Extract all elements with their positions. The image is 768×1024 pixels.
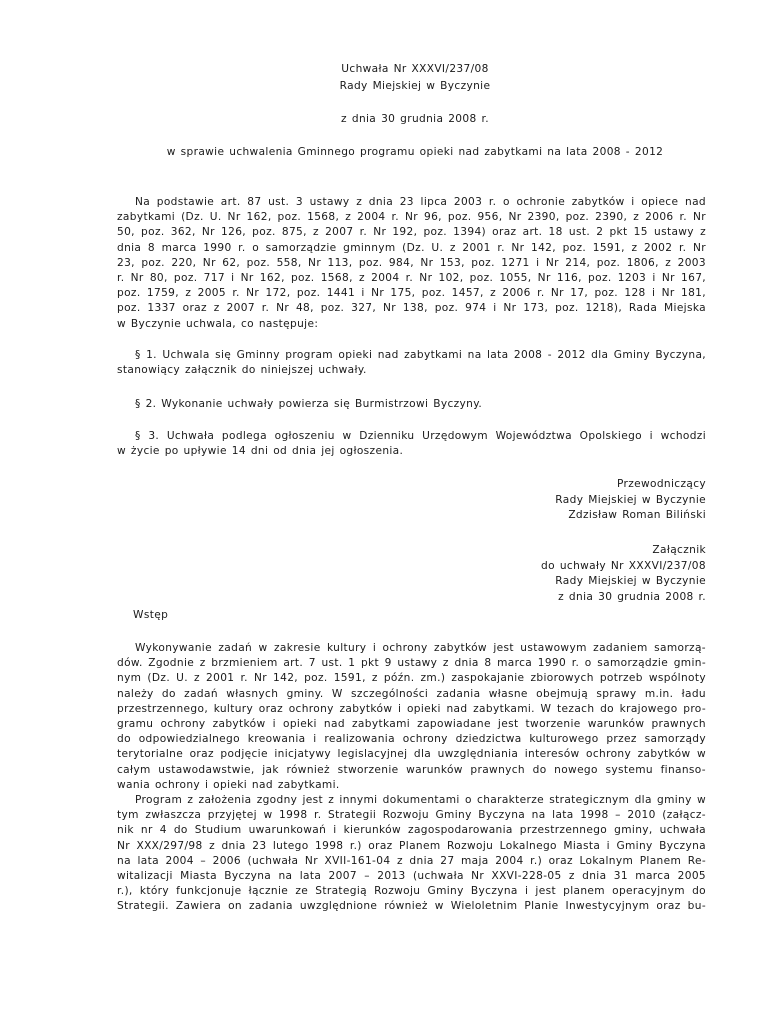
annex-body: Rady Miejskiej w Byczynie <box>555 575 706 588</box>
text-line: nym (Dz. U. z 2001 r. Nr 142, poz. 1591, z późn. zm.) zaspokajanie zbiorowych potrzeb wspólnoty <box>117 672 706 685</box>
annex-date: z dnia 30 grudnia 2008 r. <box>558 591 706 604</box>
text-line: § 2. Wykonanie uchwały powierza się Burmistrzowi Byczyny. <box>135 398 483 410</box>
signature-name: Zdzisław Roman Biliński <box>568 509 706 522</box>
section-2 <box>117 397 706 412</box>
text-line: zabytkami (Dz. U. Nr 162, poz. 1568, z 2004 r. Nr 96, poz. 956, Nr 2390, poz. 2390, z 2006 r. Nr <box>117 211 706 224</box>
text-line: poz. 1337 oraz z 2007 r. Nr 48, poz. 327, Nr 138, poz. 974 i Nr 173, poz. 1218), Rada Miejska <box>117 302 706 315</box>
preamble-paragraph <box>117 195 706 332</box>
text-line: § 1. Uchwala się Gminny program opieki nad zabytkami na lata 2008 - 2012 dla Gminy Byczyna, <box>135 349 706 361</box>
text-line: tym zwłaszcza przyjętej w 1998 r. Strategii Rozwoju Gminy Byczyna na lata 1998 – 2010 (załącz- <box>117 809 706 822</box>
text-line: w Byczynie uchwala, co następuje: <box>117 317 319 330</box>
text-line: gramu ochrony zabytków i opieki nad zabytkami zapowiadane jest tworzenie warunków prawnych <box>117 718 706 731</box>
text-line: na lata 2004 – 2006 (uchwała Nr XVII-161-04 z dnia 27 maja 2004 r.) oraz Lokalnym Planem Re- <box>117 854 706 867</box>
resolution-subject: w sprawie uchwalenia Gminnego programu opieki nad zabytkami na lata 2008 - 2012 <box>166 146 664 158</box>
text-line: 23, poz. 220, Nr 62, poz. 558, Nr 113, poz. 984, Nr 153, poz. 1271 i Nr 214, poz. 1806, z 2003 <box>117 256 706 269</box>
text-line: dów. Zgodnie z brzmieniem art. 7 ust. 1 pkt 9 ustawy z dnia 8 marca 1990 r. o samorządzie gmin- <box>117 657 706 670</box>
text-line: w życie po upływie 14 dni od dnia jej ogłoszenia. <box>117 445 404 458</box>
text-line: § 3. Uchwała podlega ogłoszeniu w Dzienniku Urzędowym Województwa Opolskiego i wchodzi <box>135 430 706 442</box>
resolution-date: z dnia 30 grudnia 2008 r. <box>341 113 489 125</box>
text-line: witalizacji Miasta Byczyna na lata 2007 – 2013 (uchwała Nr XXVI-228-05 z dnia 31 marca 2005 <box>117 870 706 883</box>
text-line: poz. 1759, z 2005 r. Nr 172, poz. 1441 i Nr 175, poz. 1457, z 2006 r. Nr 17, poz. 128 i Nr 181, <box>117 287 706 300</box>
intro-paragraph-1 <box>117 641 706 915</box>
text-line: terytorialne oraz podjęcie inicjatywy legislacyjnej dla uwzględniania interesów ochrony zabytków w <box>117 748 706 761</box>
council-name: Rady Miejskiej w Byczynie <box>339 80 491 92</box>
section-3 <box>117 429 706 459</box>
text-line: Program z założenia zgodny jest z innymi dokumentami o charakterze strategicznym dla gminy w <box>135 794 706 807</box>
text-line: r. Nr 80, poz. 717 i Nr 162, poz. 1568, z 2004 r. Nr 102, poz. 1055, Nr 116, poz. 1203 i Nr 167, <box>117 272 706 285</box>
text-line: stanowiący załącznik do niniejszej uchwały. <box>117 364 367 377</box>
text-line: r.), który funkcjonuje łącznie ze Strategią Rozwoju Gminy Byczyna i jest planem operacyjnym do <box>117 885 706 898</box>
signature-block <box>555 477 706 524</box>
text-line: Na podstawie art. 87 ust. 3 ustawy z dnia 23 lipca 2003 r. o ochronie zabytków i opiece nad <box>135 196 706 208</box>
text-line: dnia 8 marca 1990 r. o samorządzie gminnym (Dz. U. z 2001 r. Nr 142, poz. 1591, z 2002 r. Nr <box>117 241 706 254</box>
annex-title: Załącznik <box>652 544 706 556</box>
text-line: całym ustawodawstwie, jak również stworzenie warunków prawnych do nowego systemu finanso- <box>117 763 706 776</box>
text-line: do odpowiedzialnego kreowania i realizowania ochrony dziedzictwa kulturowego przez samorządy <box>117 733 706 746</box>
section-1 <box>117 348 706 378</box>
text-line: Wykonywanie zadań w zakresie kultury i ochrony zabytków jest ustawowym zadaniem samorzą- <box>135 642 706 654</box>
resolution-title: Uchwała Nr XXXVI/237/08 <box>341 63 489 75</box>
text-line: przestrzennego, kultury oraz ochrony zabytków i opieki nad zabytkami. W tezach do krajowego pro- <box>117 702 706 715</box>
text-line: wania ochrony i opieki nad zabytkami. <box>117 778 340 791</box>
signature-role: Przewodniczący <box>616 478 706 490</box>
text-line: 50, poz. 362, Nr 126, poz. 875, z 2007 r. Nr 192, poz. 1394) oraz art. 18 ust. 2 pkt 15 ustawy z <box>117 226 706 239</box>
text-line: należy do zadań własnych gminy. W szczególności zadania własne obejmują sprawy m.in. ładu <box>117 687 706 700</box>
annex-reference: do uchwały Nr XXXVI/237/08 <box>541 559 706 572</box>
section-heading: Wstęp <box>133 609 169 621</box>
annex-header <box>541 543 706 606</box>
signature-body: Rady Miejskiej w Byczynie <box>555 493 706 506</box>
text-line: Strategii. Zawiera on zadania uwzględnione również w Wieloletnim Planie Inwestycyjnym oraz bu- <box>117 900 706 913</box>
text-line: nik nr 4 do Studium uwarunkowań i kierunków zagospodarowania przestrzennego gminy, uchwała <box>117 824 706 837</box>
text-line: Nr XXX/297/98 z dnia 23 lutego 1998 r.) oraz Planem Rozwoju Lokalnego Miasta i Gminy Byczyna <box>117 839 706 852</box>
